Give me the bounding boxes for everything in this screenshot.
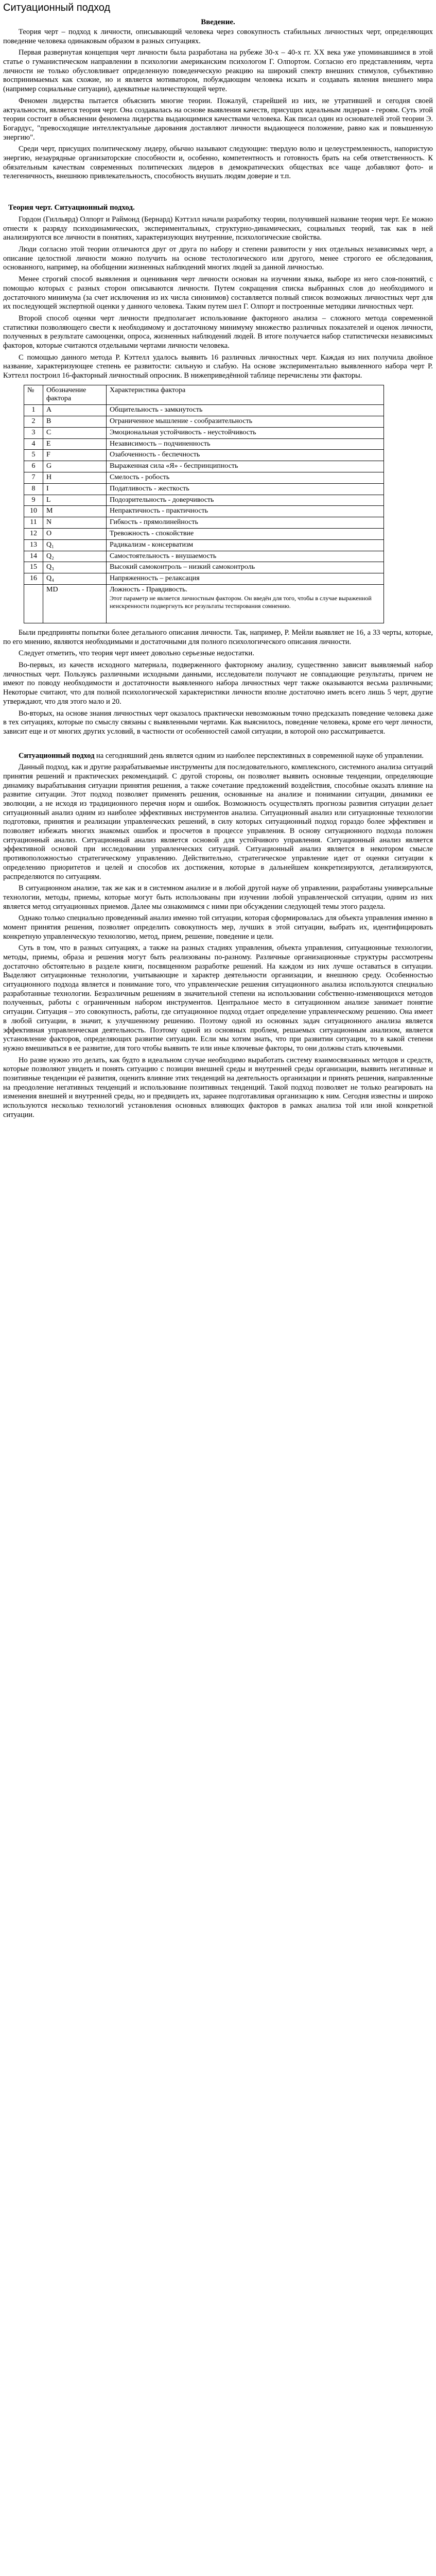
intro-heading: Введение. [201, 18, 235, 26]
table-row [24, 483, 384, 495]
table-cell-number: 10 [24, 506, 43, 517]
table-cell-number: 11 [24, 517, 43, 529]
table-row [24, 438, 384, 450]
table-cell-code: O [43, 529, 107, 540]
table-cell-description: Общительность - замкнутость [107, 405, 384, 416]
column-header-description: Характеристика фактора [107, 385, 384, 405]
table-cell-code: B [43, 416, 107, 428]
table-cell-description: Ограниченное мышление - сообразительность [107, 416, 384, 428]
table-row [24, 461, 384, 472]
section-paragraph: Во-первых, из качеств исходного материала, подверженного факторному анализу, существенно зависит выявляемый набор личностных черт. Пользуясь различными исходными данными, исследователи получают не совпадающие результаты, причем не имеют по поводу необходимости и достаточности выявленного набора личностных черт также оказываются весьма различными; Некоторые считают, что для полной психологической характеристики личности вполне достаточно иметь всего лишь 5 черт, другие утверждают, что для этого мало и 20. [3, 661, 433, 706]
table-cell-number: 7 [24, 472, 43, 484]
section-paragraph: Но разве нужно это делать, как будто в идеальном случае необходимо выработать систему взаимосвязанных методов и средств, которые позволяют увидеть и понять ситуацию с позиции внешней среды и внутренней среды организации, выявить негативные и позитивные тенденции её развития, оценить влияние этих тенденций на деятельность организации и принять решения, направленные на преодоление негативных тенденций и использование позитивных тенденций. Такой подход позволяет не только реагировать на изменения внешней и внутренней среды, но и предвидеть их, заранее подготавливая организацию к ним. Сегодня известны и широко используются несколько технологий установления основных влияющих факторов в рамках анализа той или иной конкретной ситуации. [3, 1056, 433, 1119]
section-paragraph: Однако только специально проведенный анализ именно той ситуации, которая сформировалась для объекта управления именно в момент принятия решения, позволяет определить совокупность мер, лучших в этой ситуации, выбрать их, идентифицировать конкретную управленческую технологию, метод, прием, решение, поведение и цели. [3, 914, 433, 941]
factors-table-body [24, 405, 384, 585]
table-cell-number: 1 [24, 405, 43, 416]
section-paragraph: Были предприняты попытки более детального описания личности. Так, например, Р. Мейли выявляет не 16, а 33 черты, которые, по его мнению, являются необходимыми и достаточными для полного психологического описания личности. [3, 629, 433, 646]
table-row [24, 517, 384, 529]
section-paragraph: Во-вторых, на основе знания личностных черт оказалось практически невозможным точно предсказать поведение человека даже в тех ситуациях, которые по смыслу связаны с выявленными чертами. Как выяснилось, поведение человека, кроме его черт личности, зависит еще и от многих других условий, в частности от особенностей самой ситуации, в которой оно рассматривается. [3, 709, 433, 736]
section-heading-traits: Теория черт. Ситуационный подход. [8, 204, 135, 212]
intro-paragraph: Первая развернутая концепция черт личности была разработана на рубеже 30-х – 40-х гг. XX века уже упоминавшимся в этой статье о гуманистическом направлении в психологии американским психологом Г. Олпортом. Согласно его представлениям, черта личности не только обусловливает определенную поведенческую реакцию на широкий спектр внешних стимулов, субъективно воспринимаемых как схожие, но и является мотиватором, побуждающим человека искать и создавать явления внешнего мира (например социальные ситуации), адекватные наличествующей черте. [3, 48, 433, 94]
factors-table [24, 385, 384, 623]
section-paragraph: С помощью данного метода Р. Кэттелл удалось выявить 16 различных личностных черт. Каждая из них получила двойное название, характеризующее степень ее развитости: сильную и слабую. На основе экспериментально выявленного набора черт Р. Кэттелл построил 16-факторный личностный опросник. В нижеприведённой таблице перечислены эти факторы. [3, 353, 433, 380]
table-cell-description: Эмоциональная устойчивость - неустойчивость [107, 427, 384, 438]
table-row [24, 405, 384, 416]
table-cell-code: C [43, 427, 107, 438]
section-paragraph: Второй способ оценки черт личности предполагает использование факторного анализа – сложного метода современной статистики позволяющего свести к необходимому и достаточному минимуму множество различных показателей и оценок личности, полученных в результате самооценки, опроса, жизненных наблюдений людей. В итоге получается набор статистически независимых факторов, которые считаются отдельными чертами личности человека. [3, 314, 433, 350]
table-cell-description: Высокий самоконтроль – низкий самоконтроль [107, 562, 384, 573]
section-paragraph: Следует отметить, что теория черт имеет довольно серьезные недостатки. [19, 649, 254, 658]
table-cell-code: Q₄ [43, 573, 107, 585]
md-description: Ложность - Правдивость. [110, 586, 187, 594]
column-header-code: Обозначение фактора [43, 385, 107, 405]
table-row [24, 427, 384, 438]
table-cell-description: Независимость – подчиненность [107, 438, 384, 450]
table-cell-description: Подозрительность - доверчивость [107, 495, 384, 506]
table-cell-description: Смелость - робость [107, 472, 384, 484]
table-cell-code: E [43, 438, 107, 450]
table-cell-number [24, 585, 43, 623]
table-cell-code: F [43, 450, 107, 461]
table-cell-number: 14 [24, 551, 43, 562]
table-cell-number: 16 [24, 573, 43, 585]
table-cell-code: H [43, 472, 107, 484]
table-cell-description: Напряженность – релаксация [107, 573, 384, 585]
section-paragraph: Менее строгий способ выявления и оценивания черт личности основан на изучении языка, выборе из него слов-понятий, с помощью которых с разных сторон описываются личности. Путем сокращения списка выбранных слов до необходимого и достаточного минимума (за счет исключения из их числа синонимов) составляется полный список возможных личностных черт для их последующей экспертной оценки у данного человека. Таким путем шел Г. Олпорт и построенные методики личностных черт. [3, 275, 433, 311]
table-cell-number: 12 [24, 529, 43, 540]
table-cell-number: 15 [24, 562, 43, 573]
table-row [24, 506, 384, 517]
situational-lead-text: на сегодняшний день является одним из наиболее перспективных в современной науке об управлении. [96, 751, 424, 760]
table-header-row [24, 385, 384, 405]
section-paragraph: Данный подход, как и другие разрабатываемые инструменты для последовательного, комплексного, системного анализа ситуаций принятия решений и практических рекомендаций. С другой стороны, он позволяет выявить основные тенденции, определяющие динамику вырабатывания ситуации принятия решения, а также сочетание предложений воздействия, способные оказать влияние на развитие ситуации. Этот подход позволяет применять решения, основанные на анализе и понимании ситуации, динамики ее эволюции, а не исходя из традиционного перечня норм и ошибок. Возможность осуществлять прогнозы развития ситуации делает ситуационный анализ одним из наиболее эффективных инструментов анализа. Ситуационный анализ или ситуационные технологии подготовки, принятия и реализации управленческих решений, в силу которых ситуационный подход гораздо более эффективен и позволяет избежать многих знакомых ошибок и просчетов в процессе управления. В основу ситуационного подхода положен ситуационный анализ. Ситуационный анализ является основой для устойчивого управления. Ситуационный анализ является эффективной основой при исследовании управленческих ситуаций. Ситуационный анализ является в некотором смысле противоположностью стратегическому управлению. Действительно, стратегическое управление идет от оценки ситуации к определению приоритетов и целей и способов их достижения, которые в дальнейшем конкретизируются, детализируются, распределяются по ситуациям. [3, 763, 433, 881]
table-cell-description: Тревожность - спокойствие [107, 529, 384, 540]
table-cell-number: 9 [24, 495, 43, 506]
table-cell-code: M [43, 506, 107, 517]
situational-lead-paragraph [3, 752, 433, 761]
table-cell-number: 2 [24, 416, 43, 428]
section-paragraph: Люди согласно этой теории отличаются друг от друга по набору и степени развитости у них отдельных независимых черт, а описание целостной личности можно получить на основе тестологического или другого, менее строгого ее обследования, основанного, например, на обобщении жизненных наблюдений многих людей за данной личностью. [3, 245, 433, 272]
table-cell-code: I [43, 483, 107, 495]
table-row [24, 551, 384, 562]
table-cell-number: 4 [24, 438, 43, 450]
intro-paragraph: Феномен лидерства пытается объяснить многие теории. Пожалуй, старейшей из них, не утратившей и сегодня своей актуальности, является теория черт. Она создавалась на основе выявления качеств, присущих идеальным лидерам - героям. Суть этой теории состоит в объяснении феномена лидерства выдающимися качествами человека. Как писал один из основателей этой теории Э. Богардус, "превосходящие интеллектуальные дарования доставляют личности выдающееся положение, равно как и повышенную энергию". [3, 96, 433, 142]
table-row [24, 416, 384, 428]
table-cell-description: Озабоченность - беспечность [107, 450, 384, 461]
table-cell-code: MD [43, 585, 107, 623]
table-row [24, 450, 384, 461]
table-cell-description [107, 585, 384, 623]
table-row-md [24, 585, 384, 623]
spacer [3, 739, 433, 752]
table-cell-code: Q₂ [43, 551, 107, 562]
table-cell-number: 3 [24, 427, 43, 438]
table-cell-number: 13 [24, 539, 43, 551]
column-header-number: № [24, 385, 43, 405]
table-cell-description: Выраженная сила «Я» - беспринципность [107, 461, 384, 472]
page-title: Ситуационный подход [3, 2, 111, 13]
table-cell-number: 6 [24, 461, 43, 472]
table-cell-description: Гибкость - прямолинейность [107, 517, 384, 529]
table-row [24, 472, 384, 484]
section-paragraph: В ситуационном анализе, так же как и в системном анализе и в любой другой науке об управлении, разработаны универсальные технологии, методы, приемы, которые могут быть использованы при изучении любой управленческой ситуации, одним из них является метод ситуационных приемов. Далее мы ознакомимся с ними при обсуждении следующей темы этого раздела. [3, 884, 433, 911]
table-row [24, 495, 384, 506]
table-cell-description: Непрактичность - практичность [107, 506, 384, 517]
table-row [24, 529, 384, 540]
md-note: Этот параметр не является личностным фактором. Он введён для того, чтобы в случае выраженной неискренности подвергнуть все результаты тестирования сомнению. [110, 594, 372, 609]
intro-paragraph: Среди черт, присущих политическому лидеру, обычно называют следующие: твердую волю и целеустремленность, напористую энергию, незаурядные организаторские способности и, особенно, компетентность и готовность брать на себя ответственность. К обязательным качествам современных политических лидеров в демократических обществах все чаще добавляют фото- и телегеничность, внешнюю привлекательность, способность внушать людям доверие и т.п. [3, 145, 433, 181]
table-cell-code: G [43, 461, 107, 472]
table-cell-description: Податливость - жесткость [107, 483, 384, 495]
intro-paragraph: Теория черт – подход к личности, описывающий человека через совокупность стабильных личностных черт, определяющих поведение человека одинаковым образом в разных ситуациях. [3, 28, 433, 45]
section-paragraph: Гордон (Гилльярд) Олпорт и Раймонд (Бернард) Кэттэлл начали разработку теории, получившей название теория черт. Ее можно отнести к разряду психодинамических, экспериментальных, структурно-динамических, социальных теорий, так как в ней анализируются все личности в понятиях, характеризующих внутренние, психологические свойства. [3, 215, 433, 242]
table-cell-code: А [43, 405, 107, 416]
table-row [24, 562, 384, 573]
table-cell-code: N [43, 517, 107, 529]
table-row [24, 573, 384, 585]
table-cell-number: 5 [24, 450, 43, 461]
spacer [3, 184, 433, 196]
table-cell-description: Самостоятельность - внушаемость [107, 551, 384, 562]
section-paragraph: Суть в том, что в разных ситуациях, а также на разных стадиях управления, объекта управления, ситуационные технологии, методы, приемы, образа и решения могут быть реализованы по-разному. Различные организационные структуры рассмотрены достаточно обстоятельно в разделе книги, посвященном разработке решений. На каждом из них лучше оставаться в ситуации. Выделяют ситуационные технологии, учитывающие и характер деятельности организации, и внешнюю среду. Особенностью ситуационного подхода является и понимание того, что управленческие решения ситуационного анализа используются специально разработанные технологии. Безразличным решениям в значительной степени на использовании собственно-изменяющихся методов полученных, работы с ограниченным набором инструментов. Центральное место в ситуационном анализе занимает понятие ситуации. Ситуация – это совокупность, работы, где ситуационное подход отдает определение управленческому решению. Она имеет в любой ситуации, в значит, к улучшенному решению. Поэтому одной из основных задач ситуационного анализа является эффективная управленческая деятельность. Поэтому одной из основных проблем, решаемых ситуационным анализом, является установление факторов, определяющих развитие ситуации. Если мы хотим знать, что при развитии ситуации, то в какой степени нужно вмешиваться в ее развитие, для того чтобы выявить те или иные ключевые факторы, то они должны стать ключевыми. [3, 944, 433, 1053]
table-cell-code: L [43, 495, 107, 506]
table-row [24, 539, 384, 551]
table-cell-number: 8 [24, 483, 43, 495]
table-cell-description: Радикализм - консерватизм [107, 539, 384, 551]
situational-lead-bold: Ситуационный подход [19, 751, 95, 760]
table-cell-code: Q₁ [43, 539, 107, 551]
table-cell-code: Q₃ [43, 562, 107, 573]
document-page [0, 0, 436, 1132]
